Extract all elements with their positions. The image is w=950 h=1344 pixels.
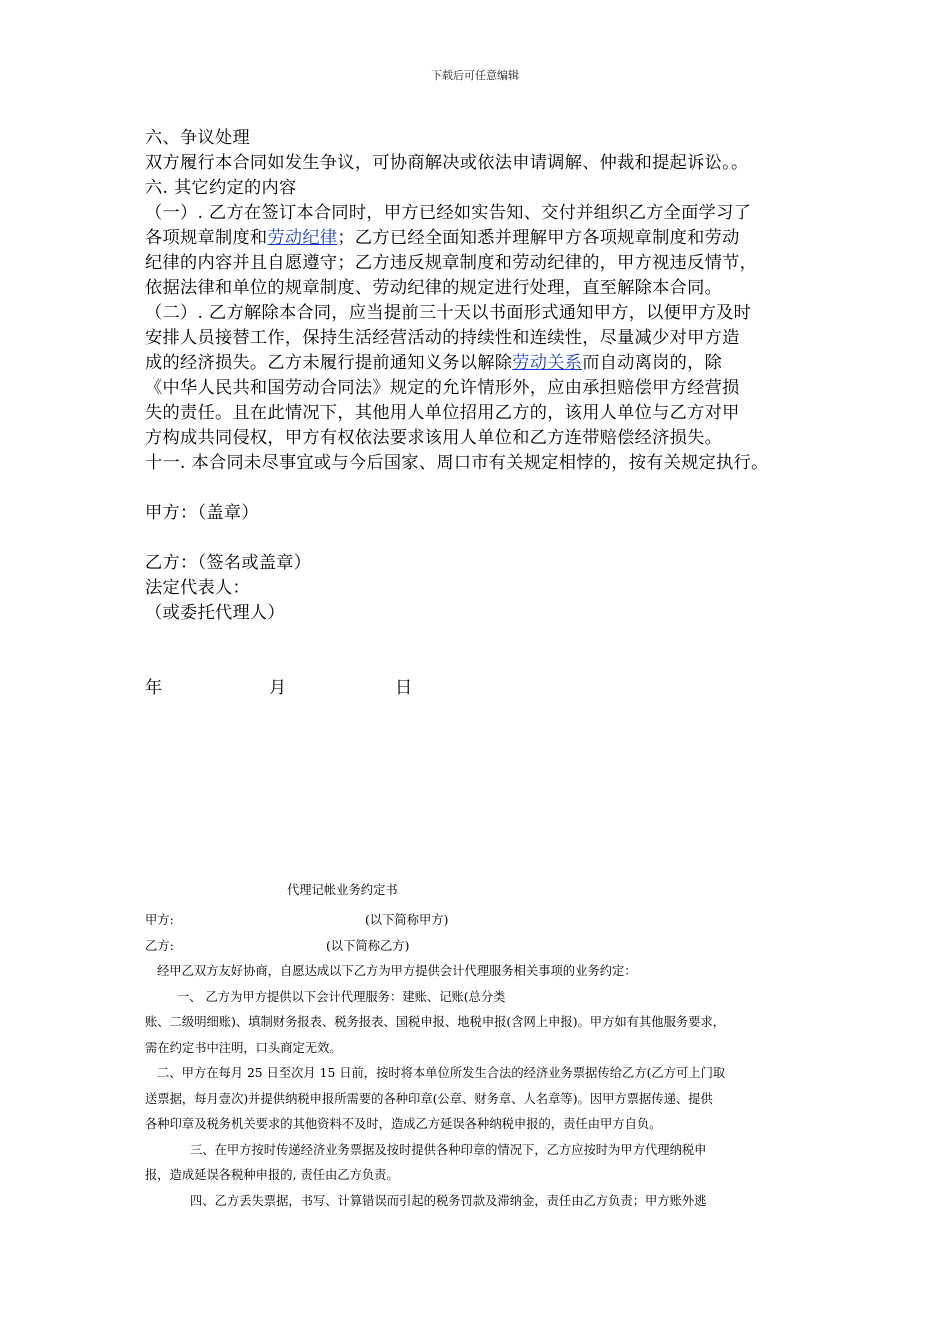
contract-section [145, 126, 825, 701]
clause-1-line: 纪律的内容并且自愿遵守；乙方违反规章制度和劳动纪律的，甲方视违反情节， [145, 253, 758, 273]
clause-2-line: 失的责任。且在此情况下，其他用人单位招用乙方的，该用人单位与乙方对甲 [145, 403, 740, 423]
labor-relations-link[interactable]: 劳动关系 [512, 353, 583, 373]
clause-1-line [145, 226, 825, 251]
clause-2-line: 安排人员接替工作，保持生活经营活动的持续性和连续性，尽量减少对甲方造 [145, 328, 740, 348]
clause-2-line: 《中华人民共和国劳动合同法》规定的允许情形外，应由承担赔偿甲方经营损 [145, 378, 740, 398]
date-year: 年 [145, 678, 163, 698]
item-2-line: 二、甲方在每月 25 日至次月 15 日前，按时将本单位所发生合法的经济业务票据传给乙方(乙方可上门取 [157, 1066, 726, 1080]
text-run: 各项规章制度和 [145, 228, 268, 248]
item-3-line: 报，造成延误各税种申报的, 责任由乙方负责。 [145, 1168, 399, 1182]
clause-2-line: （二）. 乙方解除本合同，应当提前三十天以书面形式通知甲方，以便甲方及时 [145, 303, 752, 323]
other-terms-heading: 六. 其它约定的内容 [145, 178, 297, 198]
party-a-seal: 甲方：（盖章） [145, 503, 259, 523]
agreement-section [145, 878, 825, 1214]
text-run: 而自动离岗的，除 [582, 353, 723, 373]
party-a-label: 甲方: [145, 913, 174, 927]
labor-discipline-link[interactable]: 劳动纪律 [267, 228, 338, 248]
page-header: 下载后可任意编辑 [431, 69, 519, 82]
item-2-line: 送票据，每月壹次)并提供纳税申报所需要的各种印章(公章、财务章、人名章等)。因甲方票据传递、提供 [145, 1091, 713, 1106]
dispute-heading: 六、争议处理 [145, 128, 250, 148]
item-1-line: 一、 乙方为甲方提供以下会计代理服务：建账、记账(总分类 [177, 989, 506, 1004]
date-month: 月 [269, 678, 287, 698]
signing-date [145, 676, 825, 701]
text-run: ；乙方已经全面知悉并理解甲方各项规章制度和劳动 [337, 228, 740, 248]
clause-1-line: （一）. 乙方在签订本合同时，甲方已经如实告知、交付并组织乙方全面学习了 [145, 203, 752, 223]
authorized-agent: （或委托代理人） [145, 603, 285, 623]
clause-eleven: 十一. 本合同未尽事宜或与今后国家、周口市有关规定相悖的，按有关规定执行。 [145, 453, 769, 473]
party-b-note: (以下简称乙方) [326, 938, 410, 953]
party-b-label: 乙方: [145, 938, 174, 953]
item-1-line: 需在约定书中注明，口头商定无效。 [145, 1040, 342, 1055]
item-4-line: 四、乙方丢失票据，书写、计算错误而引起的税务罚款及滞纳金，责任由乙方负责；甲方账外逃 [190, 1193, 707, 1208]
clause-2-line: 方构成共同侵权，甲方有权依法要求该用人单位和乙方连带赔偿经济损失。 [145, 428, 723, 448]
date-day: 日 [395, 678, 413, 698]
party-a-note: (以下简称甲方) [365, 913, 449, 927]
agreement-title: 代理记帐业务约定书 [287, 883, 398, 897]
agreement-party-a [145, 908, 825, 934]
agreement-intro: 经甲乙双方友好协商，自愿达成以下乙方为甲方提供会计代理服务相关事项的业务约定： [157, 964, 637, 978]
dispute-body: 双方履行本合同如发生争议，可协商解决或依法申请调解、仲裁和提起诉讼。。 [145, 153, 749, 173]
text-run: 成的经济损失。乙方未履行提前通知义务以解除 [145, 353, 513, 373]
agreement-party-b [145, 934, 825, 960]
item-3-line: 三、在甲方按时传递经济业务票据及按时提供各种印章的情况下，乙方应按时为甲方代理纳税申 [190, 1142, 707, 1157]
clause-2-line [145, 351, 825, 376]
party-b-signature: 乙方：（签名或盖章） [145, 553, 312, 573]
clause-1-line: 依据法律和单位的规章制度、劳动纪律的规定进行处理，直至解除本合同。 [145, 278, 723, 298]
item-1-line: 账、二级明细账)、填制财务报表、税务报表、国税申报、地税申报(含网上申报)。甲方如有其他服务要求， [145, 1015, 726, 1029]
legal-representative: 法定代表人： [145, 578, 250, 598]
item-2-line: 各种印章及税务机关要求的其他资料不及时，造成乙方延误各种纳税申报的，责任由甲方自负。 [145, 1117, 662, 1131]
